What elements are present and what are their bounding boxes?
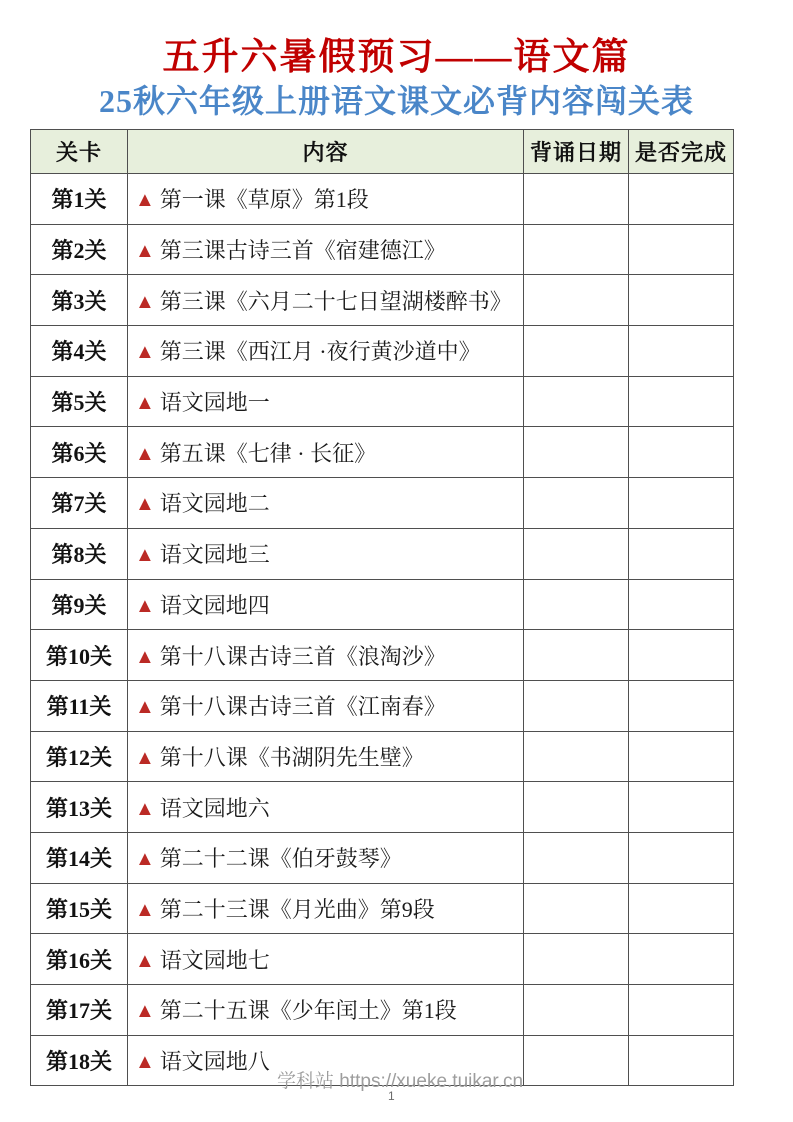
content-text: 第十八课《书湖阴先生壁》 <box>159 744 424 770</box>
triangle-marker-icon: ▲ <box>135 493 155 516</box>
recite-date-cell <box>524 630 629 681</box>
table-row <box>31 224 734 275</box>
content-text: 第一课《草原》第1段 <box>159 187 369 213</box>
table-row <box>31 579 734 630</box>
recite-date-cell <box>524 579 629 630</box>
content-cell <box>128 934 524 985</box>
content-cell <box>128 731 524 782</box>
content-cell <box>128 478 524 529</box>
content-cell <box>128 832 524 883</box>
page-title: 五升六暑假预习——语文篇 <box>162 37 631 78</box>
table-row <box>31 427 734 478</box>
content-cell <box>128 174 524 225</box>
watermark: 学科站 https://xueke.tuikar.cn <box>277 1071 524 1092</box>
completed-cell <box>629 224 734 275</box>
completed-cell <box>629 174 734 225</box>
level-cell: 第14关 <box>31 832 128 883</box>
header-level: 关卡 <box>31 130 128 174</box>
table-row <box>31 731 734 782</box>
completed-cell <box>629 680 734 731</box>
recite-date-cell <box>524 985 629 1036</box>
completed-cell <box>629 579 734 630</box>
content-text: 第二十五课《少年闰土》第1段 <box>159 998 457 1024</box>
content-text: 语文园地八 <box>159 1049 270 1075</box>
level-cell: 第17关 <box>31 985 128 1036</box>
level-cell: 第5关 <box>31 376 128 427</box>
table-row <box>31 985 734 1036</box>
level-cell: 第6关 <box>31 427 128 478</box>
triangle-marker-icon: ▲ <box>135 1000 155 1023</box>
content-text: 语文园地一 <box>159 390 270 416</box>
recite-date-cell <box>524 782 629 833</box>
table-header-row <box>31 130 734 174</box>
content-text: 第二十二课《伯牙鼓琴》 <box>159 846 402 872</box>
content-text: 语文园地四 <box>159 592 270 618</box>
table-row <box>31 478 734 529</box>
triangle-marker-icon: ▲ <box>135 290 155 313</box>
completed-cell <box>629 934 734 985</box>
triangle-marker-icon: ▲ <box>135 696 155 719</box>
recite-date-cell <box>524 174 629 225</box>
level-cell: 第7关 <box>31 478 128 529</box>
table-row <box>31 174 734 225</box>
content-text: 第三课古诗三首《宿建德江》 <box>159 238 446 264</box>
table-row <box>31 832 734 883</box>
recite-date-cell <box>524 731 629 782</box>
triangle-marker-icon: ▲ <box>135 544 155 567</box>
completed-cell <box>629 326 734 377</box>
level-cell: 第9关 <box>31 579 128 630</box>
level-cell: 第15关 <box>31 883 128 934</box>
triangle-marker-icon: ▲ <box>135 898 155 921</box>
level-cell: 第2关 <box>31 224 128 275</box>
table-row <box>31 782 734 833</box>
triangle-marker-icon: ▲ <box>135 746 155 769</box>
triangle-marker-icon: ▲ <box>135 442 155 465</box>
recite-date-cell <box>524 326 629 377</box>
content-text: 第三课《六月二十七日望湖楼醉书》 <box>159 288 512 314</box>
level-cell: 第18关 <box>31 1035 128 1086</box>
content-text: 语文园地二 <box>159 491 270 517</box>
content-text: 第十八课古诗三首《浪淘沙》 <box>159 643 446 669</box>
level-cell: 第16关 <box>31 934 128 985</box>
recite-date-cell <box>524 1035 629 1086</box>
content-text: 第十八课古诗三首《江南春》 <box>159 694 446 720</box>
content-cell <box>128 528 524 579</box>
content-text: 第五课《七律 · 长征》 <box>159 440 377 466</box>
completed-cell <box>629 731 734 782</box>
triangle-marker-icon: ▲ <box>135 949 155 972</box>
completed-cell <box>629 478 734 529</box>
page-number: 1 <box>388 1089 395 1103</box>
content-cell <box>128 326 524 377</box>
completed-cell <box>629 528 734 579</box>
triangle-marker-icon: ▲ <box>135 797 155 820</box>
triangle-marker-icon: ▲ <box>135 392 155 415</box>
table-body <box>31 174 734 1086</box>
completed-cell <box>629 1035 734 1086</box>
level-cell: 第8关 <box>31 528 128 579</box>
content-text: 语文园地七 <box>159 947 270 973</box>
table-row <box>31 934 734 985</box>
triangle-marker-icon: ▲ <box>135 848 155 871</box>
header-completed: 是否完成 <box>629 130 734 174</box>
recite-date-cell <box>524 427 629 478</box>
content-cell <box>128 579 524 630</box>
content-cell <box>128 275 524 326</box>
recite-date-cell <box>524 478 629 529</box>
triangle-marker-icon: ▲ <box>135 594 155 617</box>
level-cell: 第1关 <box>31 174 128 225</box>
table-row <box>31 326 734 377</box>
level-cell: 第10关 <box>31 630 128 681</box>
completed-cell <box>629 275 734 326</box>
recite-date-cell <box>524 528 629 579</box>
content-text: 语文园地三 <box>159 542 270 568</box>
completed-cell <box>629 985 734 1036</box>
table-row <box>31 630 734 681</box>
completed-cell <box>629 832 734 883</box>
content-text: 语文园地六 <box>159 795 270 821</box>
table-row <box>31 376 734 427</box>
triangle-marker-icon: ▲ <box>135 341 155 364</box>
content-cell <box>128 883 524 934</box>
content-cell <box>128 224 524 275</box>
content-text: 第三课《西江月 ·夜行黄沙道中》 <box>159 339 481 365</box>
page-subtitle: 25秋六年级上册语文课文必背内容闯关表 <box>98 83 694 119</box>
table-row <box>31 883 734 934</box>
completed-cell <box>629 782 734 833</box>
level-cell: 第11关 <box>31 680 128 731</box>
table-row <box>31 275 734 326</box>
triangle-marker-icon: ▲ <box>135 240 155 263</box>
table-row <box>31 528 734 579</box>
header-recite-date: 背诵日期 <box>524 130 629 174</box>
content-cell <box>128 376 524 427</box>
content-cell <box>128 985 524 1036</box>
level-cell: 第3关 <box>31 275 128 326</box>
completed-cell <box>629 630 734 681</box>
triangle-marker-icon: ▲ <box>135 189 155 212</box>
content-cell <box>128 630 524 681</box>
recite-date-cell <box>524 934 629 985</box>
header-content: 内容 <box>128 130 524 174</box>
content-text: 第二十三课《月光曲》第9段 <box>159 896 435 922</box>
checklist-table <box>30 129 734 1086</box>
content-cell <box>128 680 524 731</box>
completed-cell <box>629 376 734 427</box>
triangle-marker-icon: ▲ <box>135 1051 155 1074</box>
completed-cell <box>629 883 734 934</box>
recite-date-cell <box>524 376 629 427</box>
recite-date-cell <box>524 224 629 275</box>
content-cell <box>128 782 524 833</box>
recite-date-cell <box>524 680 629 731</box>
content-cell <box>128 427 524 478</box>
recite-date-cell <box>524 275 629 326</box>
level-cell: 第4关 <box>31 326 128 377</box>
level-cell: 第12关 <box>31 731 128 782</box>
triangle-marker-icon: ▲ <box>135 645 155 668</box>
completed-cell <box>629 427 734 478</box>
table-row <box>31 680 734 731</box>
recite-date-cell <box>524 883 629 934</box>
recite-date-cell <box>524 832 629 883</box>
level-cell: 第13关 <box>31 782 128 833</box>
